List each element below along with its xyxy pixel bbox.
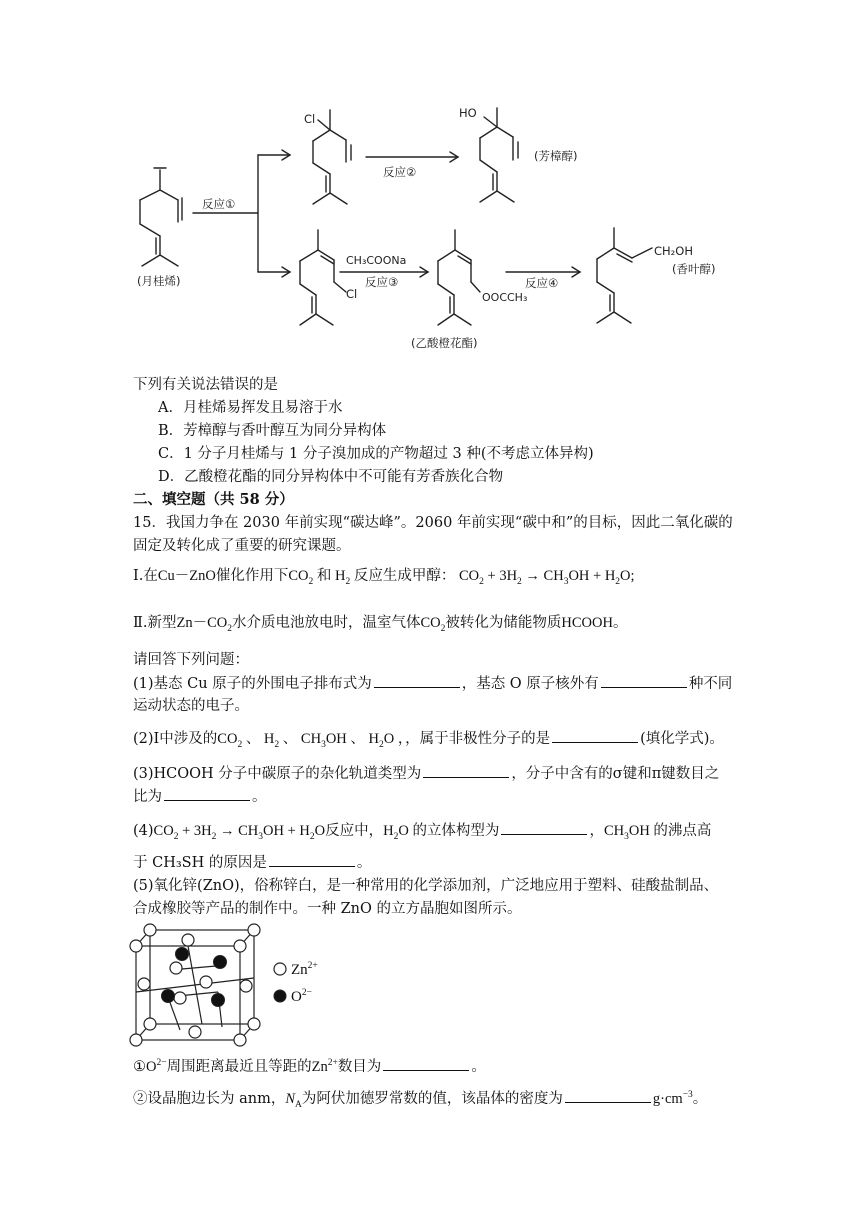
linalool-label: (芳樟醇) bbox=[534, 149, 578, 163]
q15-intro-line2: 固定及转化成了重要的研究课题。 bbox=[133, 538, 351, 554]
answer-blank[interactable] bbox=[601, 673, 687, 688]
cl-label-top: Cl bbox=[304, 112, 316, 126]
q15-5-line1: (5)氧化锌(ZnO)，俗称锌白，是一种常用的化学添加剂，广泛地应用于塑料、硅酸盐制品、 bbox=[133, 878, 719, 894]
part-ii: Ⅱ.新型$Zn-CO_2$水介质电池放电时，温室气体$CO_2$被转化为储能物质HCOOH。 bbox=[133, 615, 628, 634]
answer-blank[interactable] bbox=[269, 852, 355, 867]
legend-o: $O^{2-}$ bbox=[291, 988, 312, 1005]
q15-5-line2: 合成橡胶等产品的制作中。一种 ZnO 的立方晶胞如图所示。 bbox=[133, 901, 522, 917]
q15-3: (3)HCOOH 分子中碳原子的杂化轨道类型为 ，分子中含有的σ键和π键数目之 bbox=[133, 763, 719, 784]
answer-blank[interactable] bbox=[501, 820, 587, 835]
ho-label: HO bbox=[459, 106, 477, 120]
question14-stem: 下列有关说法错误的是 bbox=[133, 377, 278, 393]
answer-blank[interactable] bbox=[383, 1056, 469, 1071]
ooccch3-label: OOCCH₃ bbox=[482, 291, 528, 304]
q15-3-line2: 比为 。 bbox=[133, 786, 267, 807]
option-a: A．月桂烯易挥发且易溶于水 bbox=[158, 400, 343, 416]
q15-2: (2)Ⅰ中涉及的$CO_2$ 、 $H_2$ 、 $CH_3OH$ 、 $H_2O$ ，，属于非极性分子的是 (填化学式)。 bbox=[133, 728, 724, 749]
answer-prompt: 请回答下列问题： bbox=[133, 652, 249, 668]
q15-intro-line1: 15．我国力争在 2030 年前实现“碳达峰”。2060 年前实现“碳中和”的目标，因此二氧化碳的 bbox=[133, 515, 733, 531]
neryl-acetate-structure bbox=[438, 230, 480, 325]
q15-5-1: $①O^{2-}$周围距离最近且等距的$Zn^{2+}$数目为 。 bbox=[133, 1056, 486, 1077]
q15-4: $(4)CO_2 + 3H_2 \to CH_3OH + H_2O$反应中，$H_2O$ 的立体构型为 ，$CH_3OH$ 的沸点高 bbox=[133, 820, 711, 841]
geraniol-label: (香叶醇) bbox=[672, 262, 716, 276]
answer-blank[interactable] bbox=[565, 1088, 651, 1103]
option-b: B．芳樟醇与香叶醇互为同分异构体 bbox=[158, 423, 387, 439]
reagent3-label: CH₃COONa bbox=[346, 254, 407, 267]
section2-title: 二、填空题（共 58 分） bbox=[133, 491, 294, 508]
answer-blank[interactable] bbox=[374, 673, 460, 688]
o-legend-icon bbox=[274, 990, 286, 1002]
zno-unit-cell bbox=[120, 922, 340, 1048]
chloro-intermediate-bottom bbox=[300, 230, 346, 325]
option-c: C．1 分子月桂烯与 1 分子溴加成的产物超过 3 种(不考虑立体异构) bbox=[158, 446, 594, 462]
answer-blank[interactable] bbox=[164, 786, 250, 801]
ch2oh-label: CH₂OH bbox=[654, 244, 693, 258]
q15-4-line2: 于 CH₃SH 的原因是 。 bbox=[133, 852, 371, 873]
chloro-intermediate-top bbox=[313, 110, 351, 204]
zn-legend-icon bbox=[274, 963, 286, 975]
part-i: Ⅰ.在Cu－ZnO催化作用下$CO_2$ 和 $H_2$ 反应生成甲醇： $CO_2 + 3H_2 \to CH_3OH + H_2O$; bbox=[133, 568, 635, 587]
neryl-acetate-label: (乙酸橙花酯) bbox=[411, 336, 478, 350]
reaction3-label: 反应③ bbox=[365, 275, 399, 289]
answer-blank[interactable] bbox=[423, 763, 509, 778]
q15-1-line2: 运动状态的电子。 bbox=[133, 698, 249, 714]
reaction2-label: 反应② bbox=[383, 165, 417, 179]
myrcene-label: (月桂烯) bbox=[137, 274, 181, 288]
answer-blank[interactable] bbox=[552, 728, 638, 743]
cl-label-bottom: Cl bbox=[346, 287, 358, 301]
option-d: D．乙酸橙花酯的同分异构体中不可能有芳香族化合物 bbox=[158, 469, 504, 485]
reaction-scheme bbox=[0, 0, 860, 370]
reaction4-label: 反应④ bbox=[525, 276, 559, 290]
q15-1: (1)基态 Cu 原子的外围电子排布式为 ，基态 O 原子核外有 种不同 bbox=[133, 673, 732, 694]
linalool-structure bbox=[480, 108, 518, 202]
geraniol-structure bbox=[597, 228, 652, 323]
myrcene-structure bbox=[140, 168, 182, 266]
reaction1-label: 反应① bbox=[202, 197, 236, 211]
q15-5-2: ②设晶胞边长为 anm，$N_A$为阿伏加德罗常数的值，该晶体的密度为 $g\cdot cm^{-3}$。 bbox=[133, 1088, 707, 1109]
legend-zn: $Zn^{2+}$ bbox=[291, 961, 318, 978]
